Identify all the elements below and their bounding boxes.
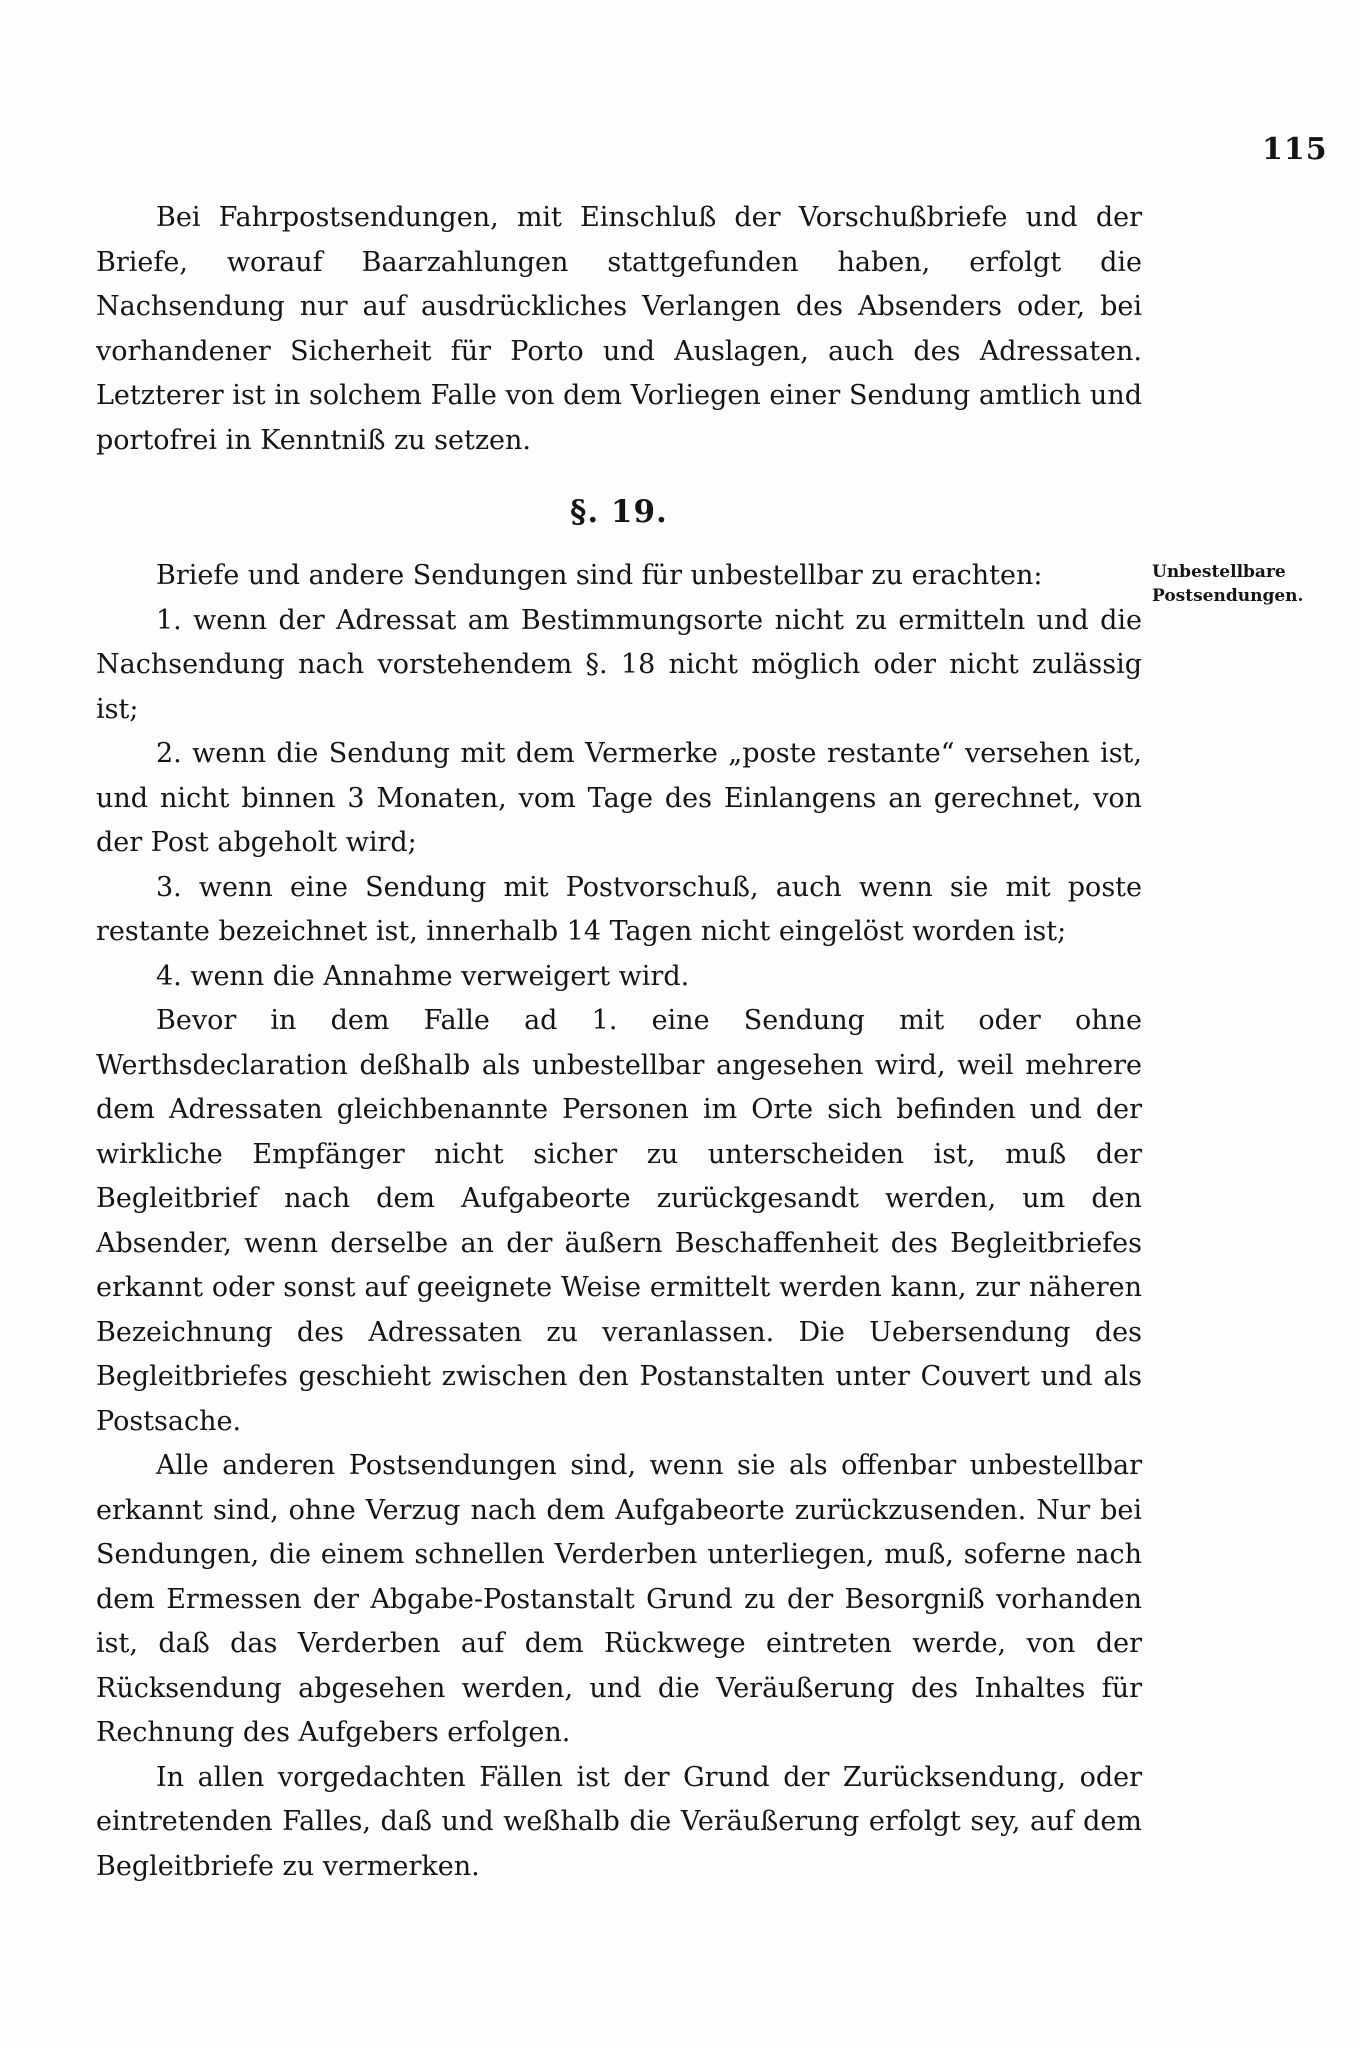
body-paragraph: Bevor in dem Falle ad 1. eine Sendung mit oder ohne Werthsdeclaration deßhalb als unbestellbar angesehen wird, weil mehrere dem Adressaten gleichbenannte Personen im Orte sich befinden und der wirkliche Empfänger nicht sicher zu unterscheiden ist, muß der Begleitbrief nach dem Aufgabeorte zurückgesandt werden, um den Absender, wenn derselbe an der äußern Beschaffenheit des Begleitbriefes erkannt oder sonst auf geeignete Weise ermittelt werden kann, zur näheren Bezeichnung des Adressaten zu veranlassen. Die Uebersendung des Begleitbriefes geschieht zwischen den Postanstalten unter Couvert und als Postsache.: [96, 1005, 1142, 1437]
list-item: 2. wenn die Sendung mit dem Vermerke „poste restante“ versehen ist, und nicht binnen 3 Monaten, vom Tage des Einlangens an gerechnet, von der Post abgeholt wird;: [96, 738, 1142, 858]
body-paragraph: In allen vorgedachten Fällen ist der Grund der Zurücksendung, oder eintretenden Falles, daß und weßhalb die Veräußerung erfolgt sey, auf dem Begleitbriefe zu vermerken.: [96, 1761, 1142, 1882]
intro-paragraph: Bei Fahrpostsendungen, mit Einschluß der Vorschußbriefe und der Briefe, worauf Baarzahlungen stattgefunden haben, erfolgt die Nachsendung nur auf ausdrückliches Verlangen des Absenders oder, bei vorhandener Sicherheit für Porto und Auslagen, auch des Adressaten. Letzterer ist in solchem Falle von dem Vorliegen einer Sendung amtlich und portofrei in Kenntniß zu setzen.: [96, 202, 1142, 456]
intro-paragraph-block: [96, 196, 1142, 463]
body-paragraph: Alle anderen Postsendungen sind, wenn sie als offenbar unbestellbar erkannt sind, ohne Verzug nach dem Aufgabeorte zurückzusenden. Nur bei Sendungen, die einem schnellen Verderben unterliegen, muß, soferne nach dem Ermessen der Abgabe-Postanstalt Grund zu der Besorgniß vorhanden ist, daß das Verderben auf dem Rückwege eintreten werde, von der Rücksendung abgesehen werden, und die Veräußerung des Inhaltes für Rechnung des Aufgebers erfolgen.: [96, 1450, 1142, 1748]
list-item: 4. wenn die Annahme verweigert wird.: [156, 960, 690, 992]
list-item: 3. wenn eine Sendung mit Postvorschuß, auch wenn sie mit poste restante bezeichnet ist, innerhalb 14 Tagen nicht eingelöst worden ist;: [96, 871, 1142, 947]
list-item: 1. wenn der Adressat am Bestimmungsorte nicht zu ermitteln und die Nachsendung nach vorstehendem §. 18 nicht möglich oder nicht zulässig ist;: [96, 604, 1142, 725]
page-number: 115: [1262, 132, 1328, 167]
section-body: [96, 554, 1142, 1889]
section-lead: Briefe und andere Sendungen sind für unbestellbar zu erachten:: [156, 560, 1043, 591]
margin-note: Unbestellbare Postsendungen.: [1152, 562, 1304, 606]
section-heading: §. 19.: [570, 494, 668, 530]
